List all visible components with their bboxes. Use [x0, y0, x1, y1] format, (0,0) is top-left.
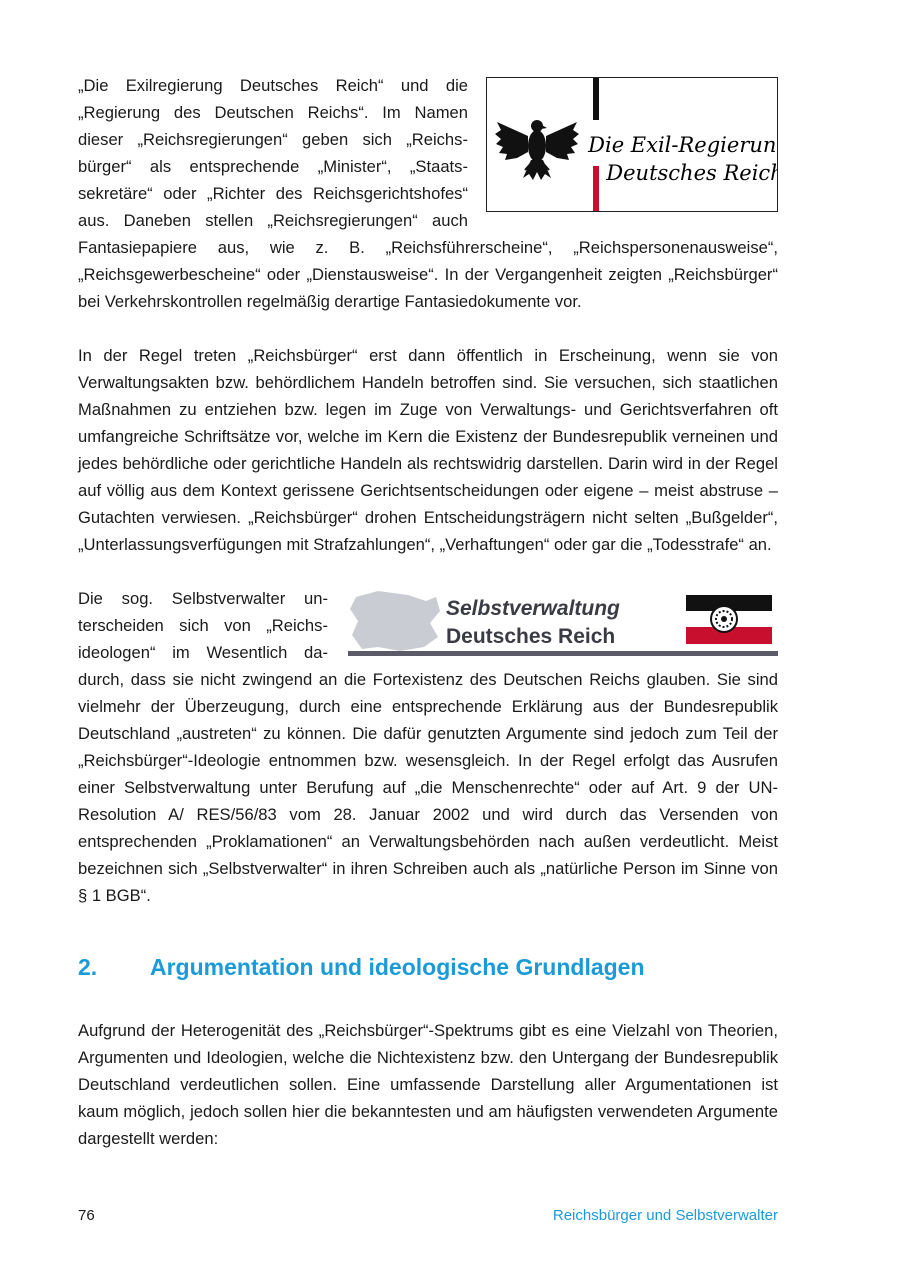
page-body — [78, 72, 778, 1152]
paragraph-2: In der Regel treten „Reichsbürger“ erst dann öffentlich in Erscheinung, wenn sie von Verwaltungsakten bzw. behördlichem Handeln betroffen sind. Sie versuchen, sich staatlichen Maßnahmen zu entziehen bzw. legen im Zuge von Verwaltungs- und Gerichtsverfahren oft umfangreiche Schriftsätze vor, welche im Kern die Existenz der Bundesrepublik verneinen und jedes behördliche oder gerichtliche Handeln als rechtswidrig darstellen. Darin wird in der Regel auf völlig aus dem Kontext gerissene Gerichtsentscheidungen oder eigene – meist abstruse – Gutachten verwiesen. „Reichsbürger“ drohen Entscheidungsträgern nicht selten „Bußgelder“, „Unterlassungsverfügungen mit Strafzahlungen“, „Verhaftungen“ oder gar die „Todesstrafe“ an. — [78, 346, 778, 554]
section-number: 2. — [78, 954, 98, 980]
section-title: Argumentation und ideologische Grundlagen — [150, 954, 645, 980]
eagle-icon — [495, 120, 579, 180]
paragraph-3: Die sog. Selbstverwalter unterscheiden sich von „Reichsideologen“ im Wesentlich dadurch, dass sie nicht zwingend an die Fortexistenz des Deutschen Reichs glauben. Sie sind vielmehr der Überzeugung, durch eine entsprechende Erklärung aus der Bundesrepublik Deutschland „austreten“ zu können. Die dafür genutzten Argumente sind jedoch zum Teil der „Reichsbürger“-Ideologie entnommen bzw. wesensgleich. In der Regel erfolgt das Ausrufen einer Selbstverwaltung unter Berufung auf „die Menschenrechte“ oder auf Art. 9 der UN-Resolution A/ RES/56/83 vom 28. Januar 2002 und wird durch das Versenden von entsprechenden „Proklamationen“ an Verwaltungsbehörden nach außen verdeutlicht. Meist bezeichnen sich „Selbstverwalter“ in ihren Schreiben auch als „natürliche Person im Sinne von § 1 BGB“. — [78, 589, 778, 905]
page-number: 76 — [78, 1207, 95, 1224]
selbst-title-line1: Selbstverwaltung — [446, 597, 620, 620]
section-heading — [78, 951, 778, 983]
selbst-banner-graphic — [348, 589, 778, 657]
exil-title-line2: Deutsches Reich — [606, 161, 777, 185]
running-title: Reichsbürger und Selbstverwalter — [552, 1207, 778, 1224]
exil-banner-graphic — [487, 78, 777, 211]
emblem-icon — [711, 606, 737, 632]
selbst-title-line2: Deutsches Reich — [446, 625, 616, 648]
exil-regierung-image — [486, 77, 778, 212]
exil-title-line1: Die Exil-Regierung — [588, 133, 777, 157]
selbstverwaltung-image — [348, 589, 778, 657]
paragraph-4: Aufgrund der Heterogenität des „Reichsbürger“-Spektrums gibt es eine Vielzahl von Theorien, Argumenten und Ideologien, welche die Nichtexistenz bzw. den Untergang der Bundesrepublik Deutschland verdeutlichen sollen. Eine umfassende Darstellung aller Argumentationen ist kaum möglich, jedoch sollen hier die bekanntesten und am häufigsten verwendeten Argumente dargestellt werden: — [78, 1021, 778, 1148]
paragraph-1: „Die Exilregierung Deutsches Reich“ und die „Regierung des Deutschen Reichs“. Im Namen dieser „Reichsregierungen“ geben sich „Reichsbürger“ als entsprechende „Minister“, „Staatssekretäre“ oder „Richter des Reichsgerichtshofes“ aus. Daneben stellen „Reichsregierungen“ auch Fantasiepapiere aus, wie z. B. „Reichsführerscheine“, „Reichspersonenausweise“, „Reichsgewerbescheine“ oder „Dienstausweise“. In der Vergangenheit zeigten „Reichsbürger“ bei Verkehrskontrollen regelmäßig derartige Fantasiedokumente vor. — [78, 76, 778, 311]
